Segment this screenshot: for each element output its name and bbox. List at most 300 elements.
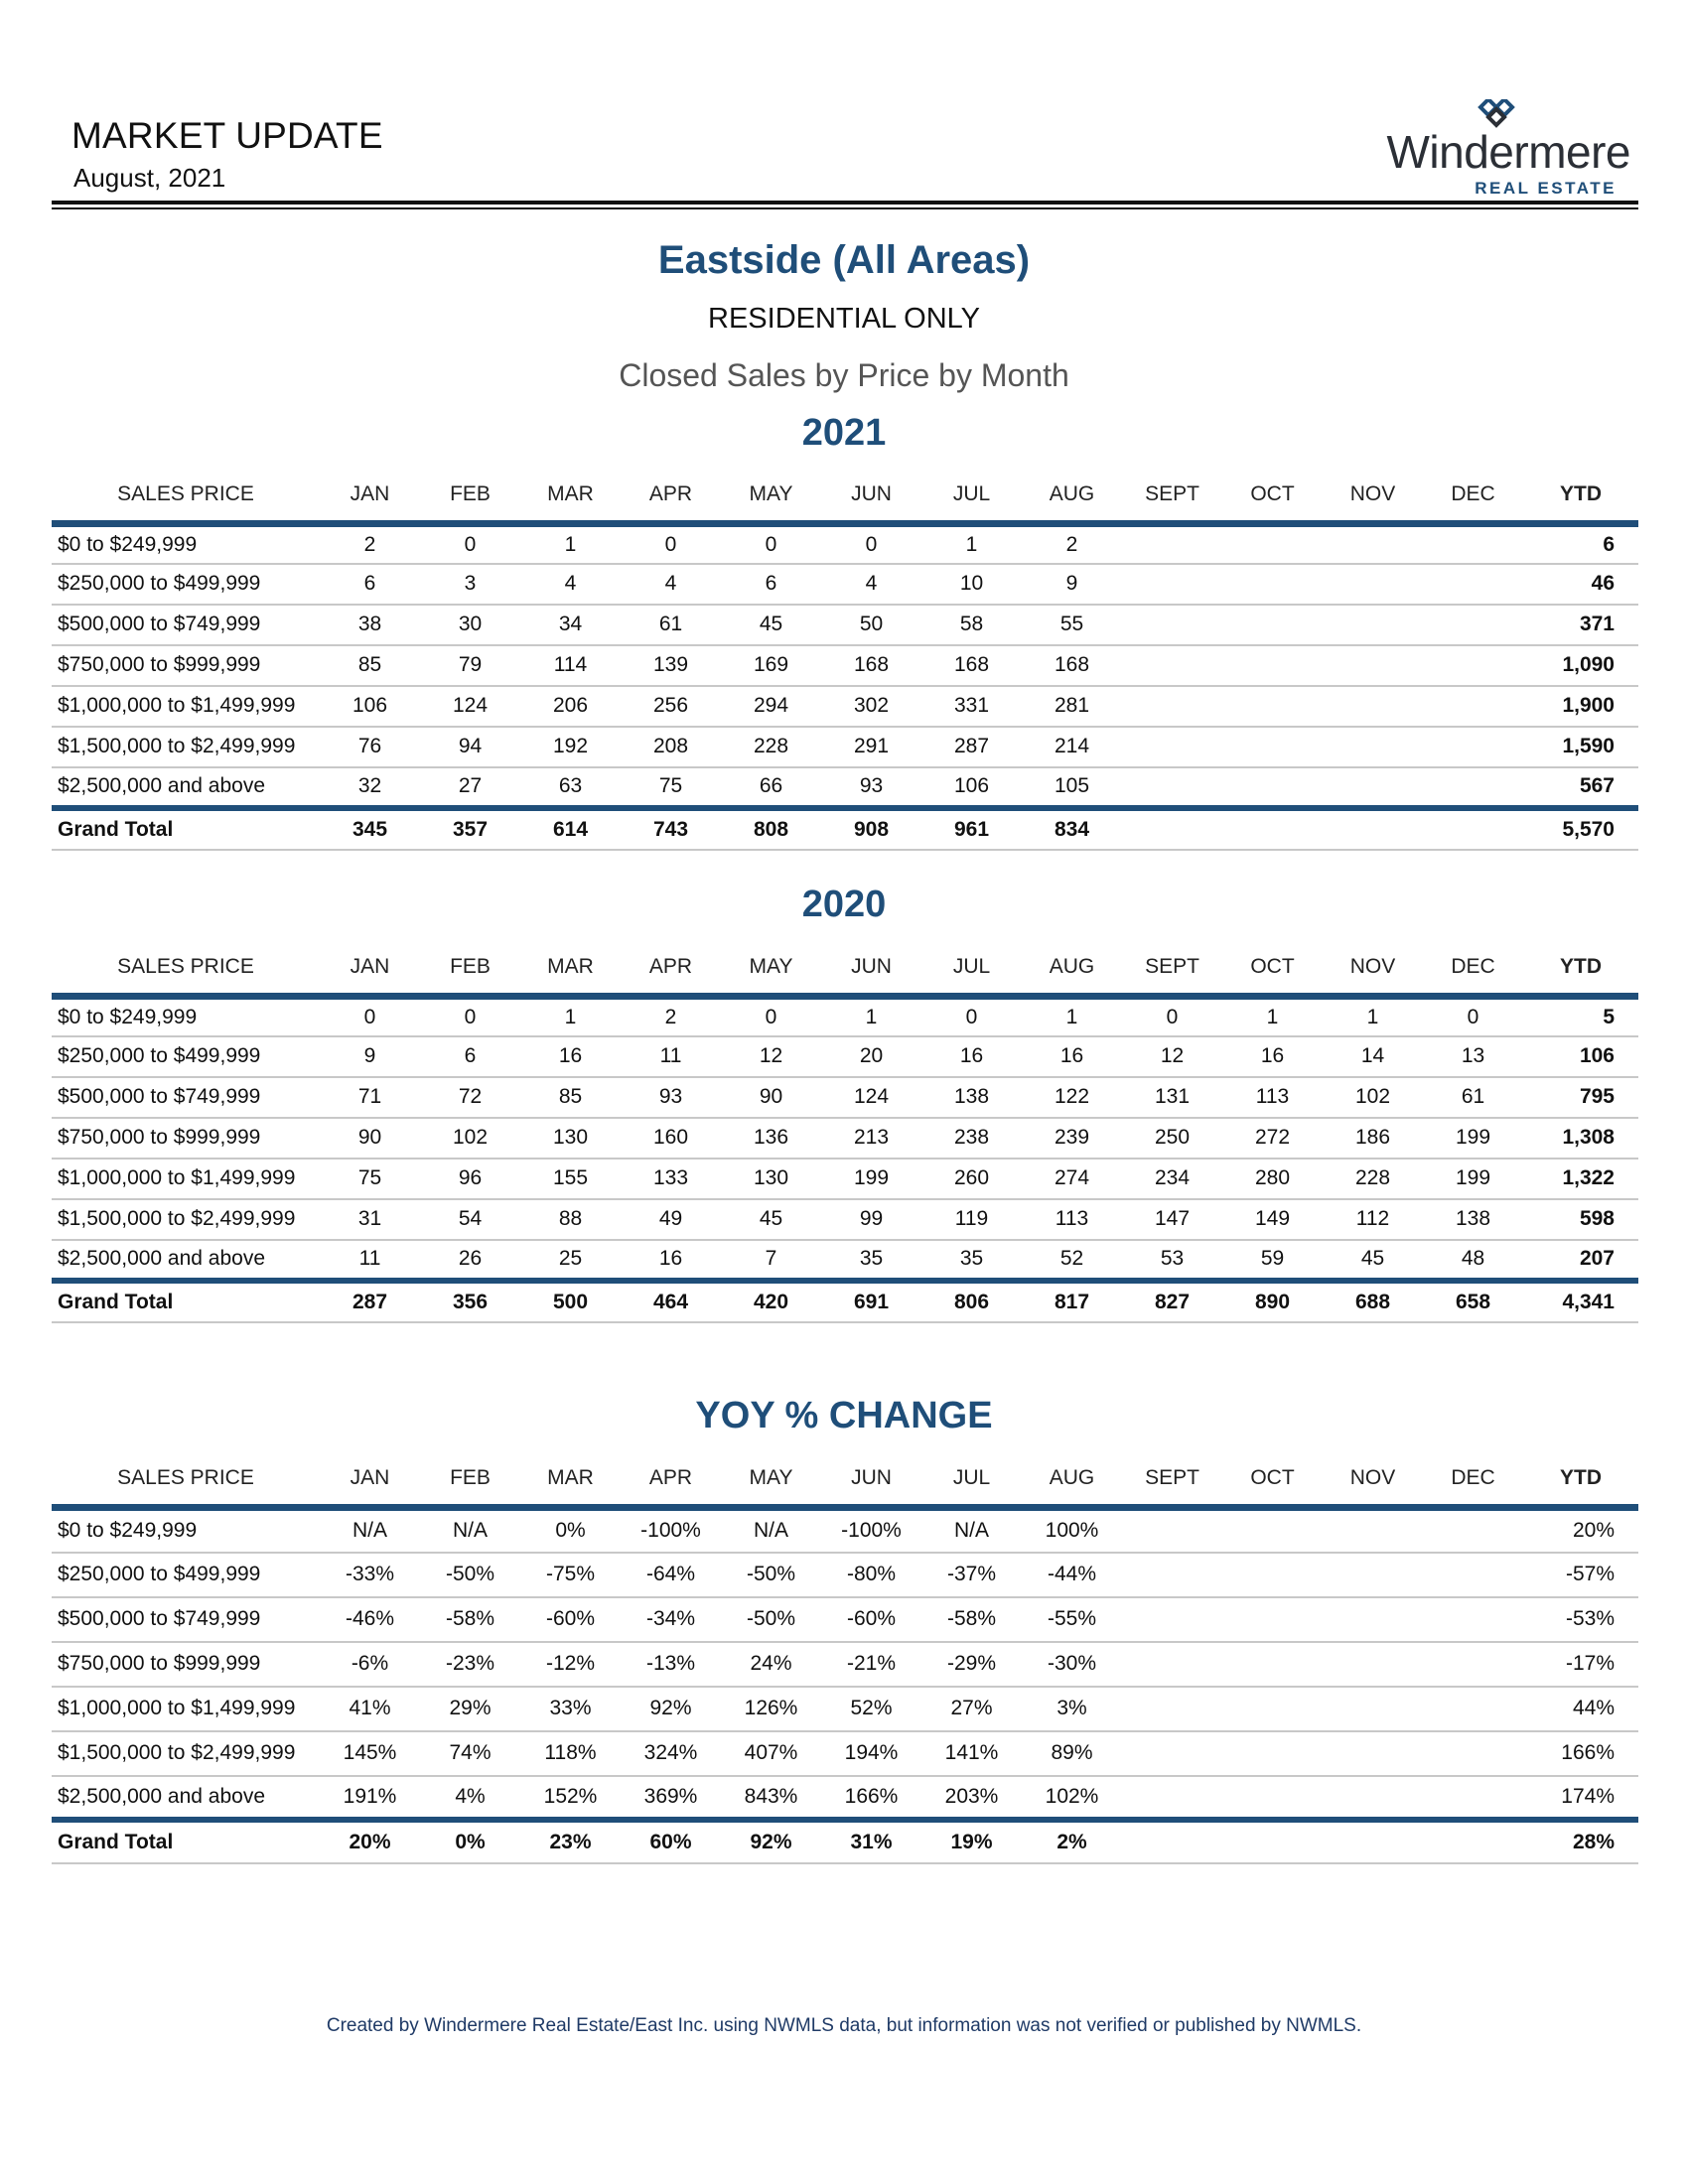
- grand-total-cell: 19%: [950, 1830, 993, 1853]
- table-row: [52, 1118, 1638, 1159]
- grand-total-cell: [1222, 1820, 1323, 1863]
- table-cell: [1122, 1731, 1222, 1776]
- column-header: NOV: [1349, 955, 1396, 978]
- table-cell: -55%: [1047, 1607, 1097, 1630]
- table-yoy-change: [52, 1452, 1638, 1864]
- table-cell: -30%: [1047, 1652, 1097, 1675]
- table-cell: -64%: [645, 1563, 696, 1585]
- table-cell: 24%: [750, 1652, 792, 1675]
- table-cell: 287: [953, 735, 990, 757]
- table-cell: [1323, 524, 1423, 564]
- table-cell: 100%: [1045, 1519, 1099, 1543]
- price-range-label: $1,500,000 to $2,499,999: [58, 1741, 296, 1764]
- grand-total-cell: 827: [1154, 1290, 1191, 1313]
- table-cell: 4: [865, 572, 878, 595]
- column-header: SEPT: [1145, 482, 1199, 505]
- table-cell: 131: [1154, 1085, 1191, 1108]
- table-row: [52, 767, 1638, 808]
- table-cell: 174%: [1561, 1784, 1615, 1808]
- section-title-yoy: YOY % CHANGE: [695, 1395, 993, 1436]
- table-row: [52, 1553, 1638, 1597]
- grand-total-cell: 4,341: [1562, 1290, 1615, 1313]
- table-cell: 1,322: [1562, 1166, 1615, 1189]
- grand-total-cell: 356: [452, 1290, 489, 1313]
- table-cell: -80%: [846, 1563, 897, 1585]
- table-cell: 9: [363, 1044, 376, 1067]
- table-cell: 4: [664, 572, 677, 595]
- grand-total-cell: 817: [1054, 1290, 1090, 1313]
- table-cell: 160: [652, 1126, 689, 1149]
- table-cell: 55: [1059, 613, 1084, 635]
- table-cell: 1,090: [1562, 653, 1615, 676]
- table-cell: 199: [853, 1166, 890, 1189]
- price-range-label: $250,000 to $499,999: [58, 1563, 261, 1585]
- table-cell: 130: [753, 1166, 789, 1189]
- section-title-2020: 2020: [801, 884, 887, 925]
- price-range-label: $1,500,000 to $2,499,999: [58, 735, 296, 757]
- column-header: MAY: [749, 955, 793, 978]
- table-cell: 1: [865, 1005, 878, 1028]
- column-header: FEB: [450, 482, 491, 505]
- table-cell: 149: [1254, 1207, 1291, 1230]
- table-cell: [1423, 1687, 1523, 1731]
- table-cell: -58%: [946, 1607, 997, 1630]
- table-cell: 75: [658, 774, 683, 797]
- table-cell: [1423, 564, 1523, 605]
- column-header: JUN: [851, 1466, 892, 1489]
- table-cell: 1,308: [1562, 1126, 1615, 1149]
- column-header: SALES PRICE: [117, 1466, 254, 1489]
- grand-total-cell: 31%: [850, 1830, 893, 1853]
- table-cell: 239: [1054, 1126, 1090, 1149]
- area-title: Eastside (All Areas): [657, 238, 1031, 282]
- logo-subtitle: REAL ESTATE: [1475, 179, 1617, 198]
- table-cell: 207: [1579, 1247, 1615, 1270]
- table-cell: 280: [1254, 1166, 1291, 1189]
- header-row: [52, 941, 1638, 997]
- table-cell: 191%: [343, 1784, 397, 1808]
- grand-total-cell: [1423, 808, 1523, 850]
- table-cell: -50%: [746, 1607, 796, 1630]
- table-cell: 16: [558, 1044, 583, 1067]
- column-header: DEC: [1451, 1466, 1495, 1489]
- table-cell: [1423, 524, 1523, 564]
- grand-total-cell: [1423, 1820, 1523, 1863]
- grand-total-cell: 420: [753, 1290, 789, 1313]
- table-cell: 59: [1260, 1247, 1285, 1270]
- table-cell: 4: [564, 572, 577, 595]
- table-cell: [1222, 645, 1323, 686]
- table-cell: 1: [564, 532, 577, 556]
- table-cell: [1222, 1776, 1323, 1820]
- table-cell: 124: [853, 1085, 890, 1108]
- column-header: YTD: [1560, 955, 1602, 978]
- table-cell: 53: [1160, 1247, 1185, 1270]
- table-cell: 102: [1354, 1085, 1391, 1108]
- table-cell: [1323, 564, 1423, 605]
- table-cell: [1323, 1597, 1423, 1642]
- grand-total-cell: 658: [1455, 1290, 1491, 1313]
- grand-total-cell: 92%: [750, 1830, 792, 1853]
- table-cell: 20: [859, 1044, 884, 1067]
- table-cell: -6%: [351, 1652, 389, 1675]
- table-cell: [1423, 767, 1523, 808]
- column-header: APR: [648, 1466, 693, 1489]
- column-header: OCT: [1250, 955, 1295, 978]
- table-cell: 102%: [1045, 1784, 1099, 1808]
- table-cell: 9: [1065, 572, 1078, 595]
- table-row: [52, 1731, 1638, 1776]
- table-cell: -57%: [1565, 1563, 1615, 1585]
- column-header: JUL: [952, 482, 991, 505]
- table-cell: [1423, 727, 1523, 767]
- table-cell: [1222, 564, 1323, 605]
- table-cell: 72: [458, 1085, 483, 1108]
- table-cell: 0: [363, 1005, 376, 1028]
- column-header: AUG: [1049, 1466, 1095, 1489]
- table-cell: 6: [464, 1044, 477, 1067]
- column-header: MAR: [547, 482, 594, 505]
- table-row: [52, 727, 1638, 767]
- table-cell: 238: [953, 1126, 990, 1149]
- grand-total-cell: 20%: [349, 1830, 391, 1853]
- column-header: JUN: [851, 482, 892, 505]
- table-cell: 192: [552, 735, 589, 757]
- table-cell: -53%: [1565, 1607, 1615, 1630]
- table-cell: 169: [753, 653, 789, 676]
- table-cell: 93: [859, 774, 884, 797]
- table-cell: 324%: [643, 1741, 698, 1764]
- table-cell: 256: [652, 694, 689, 717]
- price-range-label: $500,000 to $749,999: [58, 1607, 261, 1630]
- table-cell: 0: [865, 532, 878, 556]
- table-cell: 4%: [455, 1784, 486, 1808]
- table-cell: [1122, 767, 1222, 808]
- table-cell: 48: [1461, 1247, 1485, 1270]
- table-row: [52, 1199, 1638, 1240]
- table-cell: 843%: [744, 1784, 798, 1808]
- table-cell: 1: [1366, 1005, 1379, 1028]
- grand-total-cell: 0%: [455, 1830, 486, 1853]
- table-cell: 32: [357, 774, 382, 797]
- table-cell: 228: [753, 735, 789, 757]
- table-cell: 126%: [744, 1697, 798, 1719]
- table-cell: 16: [1059, 1044, 1084, 1067]
- table-cell: [1222, 1642, 1323, 1687]
- table-cell: [1423, 645, 1523, 686]
- table-cell: 16: [1260, 1044, 1285, 1067]
- table-cell: -100%: [841, 1519, 902, 1543]
- table-cell: -29%: [946, 1652, 997, 1675]
- grand-total-cell: 961: [953, 817, 990, 841]
- table-row: [52, 1036, 1638, 1077]
- table-cell: 141%: [944, 1741, 999, 1764]
- column-header: AUG: [1049, 482, 1095, 505]
- table-cell: 11: [659, 1044, 682, 1067]
- table-cell: 85: [558, 1085, 583, 1108]
- grand-total-cell: 464: [652, 1290, 689, 1313]
- table-cell: 147: [1154, 1207, 1191, 1230]
- table-cell: 1,900: [1562, 694, 1615, 717]
- table-cell: 166%: [844, 1784, 899, 1808]
- grand-total-label: Grand Total: [58, 817, 174, 841]
- table-row: [52, 1240, 1638, 1281]
- table-row: [52, 1077, 1638, 1118]
- table-cell: 0: [664, 532, 677, 556]
- table-cell: 1,590: [1562, 735, 1615, 757]
- table-cell: 369%: [643, 1784, 698, 1808]
- column-header: JUL: [952, 1466, 991, 1489]
- table-cell: 168: [853, 653, 890, 676]
- grand-total-cell: 614: [552, 817, 589, 841]
- table-cell: 25: [558, 1247, 583, 1270]
- table-cell: [1222, 605, 1323, 645]
- table-cell: 112: [1355, 1207, 1390, 1230]
- table-cell: 3%: [1056, 1697, 1087, 1719]
- table-cell: 114: [553, 653, 588, 676]
- table-cell: 0: [965, 1005, 978, 1028]
- table-row: [52, 1508, 1638, 1553]
- table-cell: [1122, 1597, 1222, 1642]
- table-cell: 88: [558, 1207, 583, 1230]
- table-cell: 96: [458, 1166, 483, 1189]
- table-row: [52, 524, 1638, 564]
- table-cell: -75%: [545, 1563, 596, 1585]
- grand-total-cell: 890: [1254, 1290, 1291, 1313]
- table-cell: 66: [759, 774, 783, 797]
- table-cell: 34: [558, 613, 583, 635]
- table-cell: 7: [765, 1247, 777, 1270]
- table-cell: 272: [1254, 1126, 1291, 1149]
- column-header: JUL: [952, 955, 991, 978]
- table-cell: 13: [1461, 1044, 1485, 1067]
- column-header: AUG: [1049, 955, 1095, 978]
- table-row: [52, 605, 1638, 645]
- page-header: [52, 111, 1638, 210]
- table-cell: -37%: [946, 1563, 997, 1585]
- table-cell: 168: [1054, 653, 1090, 676]
- table-cell: 38: [357, 613, 382, 635]
- table-cell: 138: [1455, 1207, 1491, 1230]
- column-header: SEPT: [1145, 1466, 1199, 1489]
- table-cell: 260: [953, 1166, 990, 1189]
- table-cell: -46%: [345, 1607, 395, 1630]
- price-range-label: $2,500,000 and above: [58, 774, 266, 797]
- table-cell: [1323, 1776, 1423, 1820]
- table-2021: [52, 469, 1638, 851]
- price-range-label: $250,000 to $499,999: [58, 572, 261, 595]
- table-cell: [1122, 727, 1222, 767]
- table-cell: 93: [658, 1085, 683, 1108]
- table-cell: -23%: [445, 1652, 495, 1675]
- table-cell: 52%: [850, 1697, 893, 1719]
- table-cell: 12: [759, 1044, 783, 1067]
- table-cell: -12%: [545, 1652, 596, 1675]
- table-row: [52, 645, 1638, 686]
- grand-total-cell: [1323, 1820, 1423, 1863]
- grand-total-cell: 743: [652, 817, 689, 841]
- table-cell: 113: [1055, 1207, 1089, 1230]
- report-heading: MARKET UPDATE: [71, 115, 383, 156]
- table-cell: 71: [357, 1085, 382, 1108]
- table-cell: 194%: [844, 1741, 899, 1764]
- header-rule: [52, 201, 1638, 205]
- table-cell: 16: [959, 1044, 984, 1067]
- table-cell: 90: [759, 1085, 783, 1108]
- table-cell: 1: [965, 532, 978, 556]
- grand-total-row: [52, 1820, 1638, 1863]
- table-cell: 61: [1461, 1085, 1485, 1108]
- table-2020: [52, 941, 1638, 1323]
- grand-total-cell: 345: [352, 817, 388, 841]
- table-cell: 54: [458, 1207, 483, 1230]
- table-cell: 74%: [449, 1741, 492, 1764]
- table-cell: -58%: [445, 1607, 495, 1630]
- column-header: SEPT: [1145, 955, 1199, 978]
- table-cell: [1222, 1597, 1323, 1642]
- header-rule-thin: [52, 207, 1638, 209]
- property-type: RESIDENTIAL ONLY: [708, 303, 980, 335]
- table-cell: 41%: [349, 1697, 391, 1719]
- table-cell: 105: [1054, 774, 1090, 797]
- table-cell: 119: [954, 1207, 989, 1230]
- grand-total-cell: 688: [1354, 1290, 1391, 1313]
- grand-total-cell: [1323, 808, 1423, 850]
- table-cell: 186: [1354, 1126, 1391, 1149]
- table-cell: 407%: [744, 1741, 798, 1764]
- table-cell: -60%: [545, 1607, 596, 1630]
- column-header: OCT: [1250, 1466, 1295, 1489]
- table-cell: 79: [458, 653, 483, 676]
- price-range-label: $1,500,000 to $2,499,999: [58, 1207, 296, 1230]
- table-cell: N/A: [452, 1519, 488, 1543]
- table-cell: N/A: [953, 1519, 989, 1543]
- table-cell: 90: [357, 1126, 382, 1149]
- table-cell: 199: [1455, 1126, 1491, 1149]
- table-cell: [1122, 1642, 1222, 1687]
- table-cell: 0: [464, 532, 477, 556]
- table-cell: [1122, 645, 1222, 686]
- grand-total-cell: 28%: [1572, 1830, 1615, 1853]
- table-cell: -17%: [1565, 1652, 1615, 1675]
- price-range-label: $2,500,000 and above: [58, 1247, 266, 1270]
- table-cell: 6: [363, 572, 376, 595]
- grand-total-cell: 500: [552, 1290, 589, 1313]
- table-cell: 2: [664, 1005, 677, 1028]
- table-cell: 0: [1166, 1005, 1179, 1028]
- grand-total-row: [52, 1281, 1638, 1322]
- table-cell: 291: [853, 735, 890, 757]
- column-header: MAY: [749, 482, 793, 505]
- table-cell: 598: [1579, 1207, 1615, 1230]
- table-cell: 208: [652, 735, 689, 757]
- table-cell: 274: [1054, 1166, 1090, 1189]
- table-cell: [1323, 767, 1423, 808]
- grand-total-cell: 806: [953, 1290, 990, 1313]
- table-cell: 1: [564, 1005, 577, 1028]
- table-cell: 228: [1354, 1166, 1391, 1189]
- table-cell: 5: [1603, 1005, 1615, 1028]
- table-cell: -13%: [645, 1652, 696, 1675]
- table-cell: [1122, 564, 1222, 605]
- column-header: YTD: [1560, 482, 1602, 505]
- grand-total-cell: [1122, 808, 1222, 850]
- table-row: [52, 564, 1638, 605]
- table-cell: 567: [1579, 774, 1615, 797]
- grand-total-cell: 60%: [649, 1830, 692, 1853]
- table-cell: 85: [357, 653, 382, 676]
- table-cell: 30: [458, 613, 483, 635]
- price-range-label: $500,000 to $749,999: [58, 613, 261, 635]
- table-cell: -21%: [846, 1652, 897, 1675]
- price-range-label: $1,000,000 to $1,499,999: [58, 694, 296, 717]
- table-cell: [1323, 645, 1423, 686]
- table-cell: -44%: [1047, 1563, 1097, 1585]
- column-header: NOV: [1349, 482, 1396, 505]
- column-header: JAN: [350, 1466, 390, 1489]
- table-cell: 122: [1054, 1085, 1090, 1108]
- table-row: [52, 1776, 1638, 1820]
- table-cell: 1: [1266, 1005, 1279, 1028]
- table-cell: 20%: [1572, 1519, 1615, 1543]
- table-cell: 2: [1065, 532, 1078, 556]
- table-cell: [1323, 1508, 1423, 1553]
- table-cell: [1222, 524, 1323, 564]
- price-range-label: $2,500,000 and above: [58, 1784, 266, 1808]
- table-cell: [1122, 524, 1222, 564]
- grand-total-label: Grand Total: [58, 1830, 174, 1853]
- column-header: YTD: [1560, 1466, 1602, 1489]
- grand-total-cell: 908: [853, 817, 890, 841]
- table-row: [52, 997, 1638, 1036]
- table-row: [52, 686, 1638, 727]
- table-cell: 206: [552, 694, 589, 717]
- table-cell: 92%: [649, 1697, 692, 1719]
- table-cell: [1323, 686, 1423, 727]
- table-cell: 213: [853, 1126, 890, 1149]
- table-cell: 45: [1360, 1247, 1385, 1270]
- table-cell: 33%: [549, 1697, 592, 1719]
- table-cell: 106: [1579, 1044, 1615, 1067]
- table-cell: 113: [1255, 1085, 1290, 1108]
- table-row: [52, 1642, 1638, 1687]
- table-cell: 130: [552, 1126, 589, 1149]
- table-cell: 2: [363, 532, 376, 556]
- table-cell: [1423, 1731, 1523, 1776]
- price-range-label: $0 to $249,999: [58, 1005, 198, 1028]
- table-cell: [1323, 605, 1423, 645]
- table-cell: 155: [552, 1166, 589, 1189]
- table-cell: 0: [1467, 1005, 1479, 1028]
- table-cell: [1423, 605, 1523, 645]
- table-cell: 46: [1591, 572, 1615, 595]
- table-cell: [1122, 1776, 1222, 1820]
- table-cell: 6: [765, 572, 777, 595]
- table-cell: 0: [765, 532, 777, 556]
- column-header: JUN: [851, 955, 892, 978]
- table-cell: 371: [1579, 613, 1615, 635]
- table-cell: 124: [452, 694, 489, 717]
- grand-total-cell: 834: [1054, 817, 1090, 841]
- table-cell: -34%: [645, 1607, 696, 1630]
- grand-total-cell: [1122, 1820, 1222, 1863]
- table-cell: [1222, 1731, 1323, 1776]
- table-cell: [1323, 1731, 1423, 1776]
- table-cell: 281: [1054, 694, 1090, 717]
- price-range-label: $0 to $249,999: [58, 1519, 198, 1543]
- table-cell: 331: [953, 694, 990, 717]
- column-header: APR: [648, 955, 693, 978]
